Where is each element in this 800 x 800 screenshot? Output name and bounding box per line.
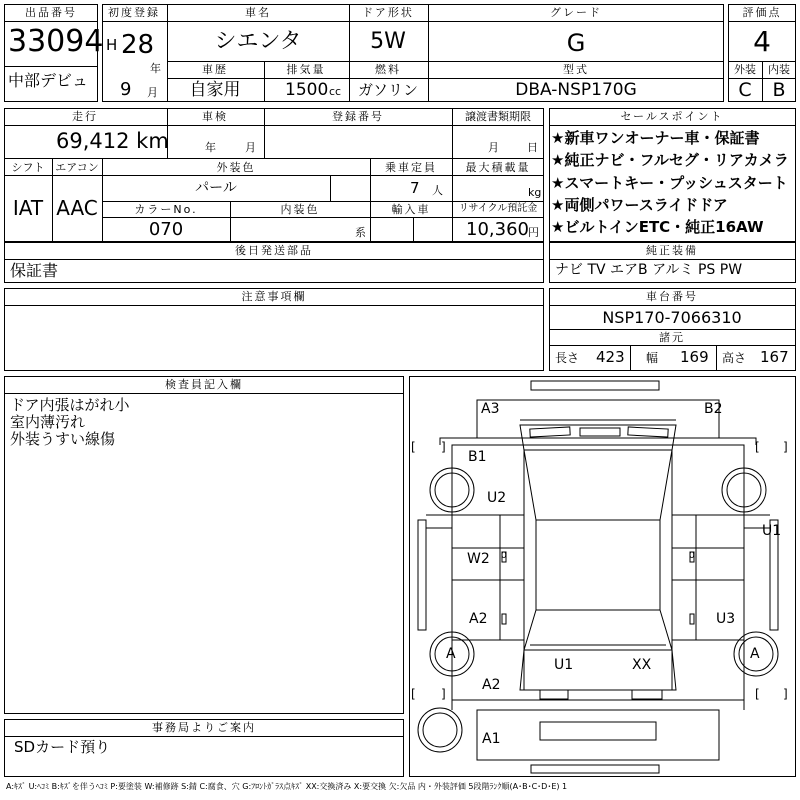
front-lip-outline xyxy=(531,765,659,773)
mileage: 69,412 km xyxy=(56,129,169,153)
car-name-label: 車名 xyxy=(245,6,271,19)
inspector-line-3: 外装うすい線傷 xyxy=(10,430,116,448)
score: 4 xyxy=(753,25,771,58)
mark-b1: B1 xyxy=(468,449,487,465)
recycle-unit: 円 xyxy=(528,226,539,239)
width-label: 幅 xyxy=(646,351,659,365)
ext-color-label: 外装色 xyxy=(216,161,256,174)
mark-w2: W2 xyxy=(467,551,490,567)
grille-outline xyxy=(540,722,656,740)
inspector-line-1: ドア内張はがれ小 xyxy=(10,396,130,414)
notes-label: 注意事項欄 xyxy=(241,290,307,303)
office-label: 事務局よりご案内 xyxy=(152,721,256,734)
capacity: 7 xyxy=(410,179,420,197)
mark-b2: B2 xyxy=(704,401,723,417)
mark-a-left: A xyxy=(446,646,456,662)
color-no-label: カラーNo. xyxy=(134,203,198,216)
mark-a2-left: A2 xyxy=(469,611,488,627)
capacity-unit: 人 xyxy=(432,184,443,197)
venue-name: 中部デビュ xyxy=(8,71,89,90)
selling-points-label: セールスポイント xyxy=(620,110,724,123)
bracket-close-1: ] xyxy=(441,440,446,454)
score-label: 評価点 xyxy=(742,6,782,19)
selling-point-5: ★ビルトインETC・純正16AW xyxy=(551,218,764,236)
later-parts-label: 後日発送部品 xyxy=(235,244,313,257)
height-label: 高さ xyxy=(722,351,747,365)
transfer-day-unit: 日 xyxy=(527,141,538,154)
length-label: 長さ xyxy=(555,351,580,365)
mark-a3: A3 xyxy=(481,401,500,417)
bracket-close-4: ] xyxy=(783,687,788,701)
bracket-open-1: [ xyxy=(411,440,416,454)
rear-bumper-outline xyxy=(477,400,719,438)
width-value: 169 xyxy=(680,348,709,366)
mark-xx: XX xyxy=(632,657,652,673)
history-label: 車歴 xyxy=(202,63,228,76)
displacement-label: 排気量 xyxy=(286,63,326,76)
bracket-close-3: ] xyxy=(441,687,446,701)
recycle-fee: 10,360 xyxy=(466,219,529,240)
aircon: AAC xyxy=(56,196,98,220)
selling-point-2: ★純正ナビ・フルセグ・リアカメラ xyxy=(551,151,789,169)
windshield-outline xyxy=(524,610,672,650)
lot-number-label: 出品番号 xyxy=(25,6,77,19)
mark-u1-side: U1 xyxy=(762,523,782,539)
aircon-label: エアコン xyxy=(55,161,99,174)
reg-no-label: 登録番号 xyxy=(332,110,384,123)
bracket-close-2: ] xyxy=(783,440,788,454)
rear-spoiler-outline xyxy=(531,381,659,390)
mileage-label: 走行 xyxy=(72,110,98,123)
lot-number: 33094 xyxy=(8,24,104,59)
mark-a1: A1 xyxy=(482,731,501,747)
capacity-label: 乗車定員 xyxy=(385,161,437,174)
exterior-grade: C xyxy=(738,79,752,101)
grade-label: グレード xyxy=(550,6,602,19)
roof-rear xyxy=(524,450,672,520)
equipment: ナビ TV エアB アルミ PS PW xyxy=(555,262,743,278)
shift: IAT xyxy=(12,196,44,220)
bracket-open-2: [ xyxy=(755,440,760,454)
import-label: 輸入車 xyxy=(391,203,431,216)
dims-label: 諸元 xyxy=(659,331,685,344)
small-zero-left: 0 xyxy=(501,551,507,561)
exterior-label: 外装 xyxy=(734,63,756,76)
chassis-label: 車台番号 xyxy=(646,290,698,303)
shift-label: シフト xyxy=(11,161,45,174)
roof-panel xyxy=(536,520,660,610)
reg-year: 28 xyxy=(121,30,155,60)
inspection-year-unit: 年 xyxy=(205,141,216,154)
grade: G xyxy=(566,29,586,57)
car-name: シエンタ xyxy=(214,29,302,54)
max-load-label: 最大積載量 xyxy=(465,161,531,174)
mark-a2-bottom: A2 xyxy=(482,677,501,693)
selling-point-1: ★新車ワンオーナー車・保証書 xyxy=(551,129,760,147)
displacement-unit: cc xyxy=(329,85,342,98)
transfer-label: 譲渡書類期限 xyxy=(465,110,531,123)
front-bumper-outline xyxy=(477,710,719,760)
mark-a-right: A xyxy=(750,646,760,662)
mark-u3: U3 xyxy=(716,611,736,627)
door-type: 5W xyxy=(370,29,406,54)
fuel: ガソリン xyxy=(357,81,419,99)
model-code-label: 型式 xyxy=(563,63,589,76)
body-outline xyxy=(452,445,744,700)
transfer-month-unit: 月 xyxy=(488,141,499,154)
inspection-month-unit: 月 xyxy=(245,141,256,154)
history: 自家用 xyxy=(189,80,241,100)
inspector-label: 検査員記入欄 xyxy=(165,378,243,391)
chassis-number: NSP170-7066310 xyxy=(602,308,742,327)
height-value: 167 xyxy=(760,348,789,366)
era: H xyxy=(106,36,118,54)
length-value: 423 xyxy=(596,348,625,366)
bracket-open-3: [ xyxy=(411,687,416,701)
later-parts: 保証書 xyxy=(10,261,59,280)
spare-wheel xyxy=(418,708,462,752)
first-reg-label: 初度登録 xyxy=(108,6,160,19)
model-code: DBA-NSP170G xyxy=(515,80,637,100)
interior-grade: B xyxy=(772,79,786,101)
displacement: 1500 xyxy=(285,80,329,100)
equipment-label: 純正装備 xyxy=(646,244,698,257)
recycle-label: リサイクル預託金 xyxy=(458,203,538,214)
door-label: ドア形状 xyxy=(362,6,414,19)
ext-color: パール xyxy=(195,180,237,196)
year-unit: 年 xyxy=(150,62,161,75)
int-color-label: 内装色 xyxy=(280,203,320,216)
inspector-line-2: 室内薄汚れ xyxy=(10,413,86,431)
color-no: 070 xyxy=(148,219,184,240)
inspection-label: 車検 xyxy=(202,110,228,123)
office-note: SDカード預り xyxy=(14,738,111,756)
load-unit: kg xyxy=(528,186,542,199)
fuel-label: 燃料 xyxy=(375,63,401,76)
small-zero-right: 0 xyxy=(689,551,695,561)
selling-point-4: ★両側パワースライドドア xyxy=(551,196,728,214)
interior-label: 内装 xyxy=(768,63,790,76)
reg-month: 9 xyxy=(120,79,132,100)
mark-u1-front: U1 xyxy=(554,657,574,673)
int-color-unit: 系 xyxy=(355,226,366,239)
bracket-open-4: [ xyxy=(755,687,760,701)
mark-u2: U2 xyxy=(487,490,507,506)
legend: A:ｷｽﾞ U:ﾍｺﾐ B:ｷｽﾞを伴うﾍｺﾐ P:要塗装 W:補修跡 S:錆 C:腐食、穴 G:ﾌﾛﾝﾄｶﾞﾗｽ点ｷｽﾞ XX:交換済み X:要交換 欠:欠品 内・外装評価 5段階ﾗﾝｸ順(A･B･C･D･E) 1 xyxy=(6,782,568,791)
month-unit: 月 xyxy=(147,86,158,99)
selling-point-3: ★スマートキー・プッシュスタート xyxy=(551,174,788,192)
hood-outline xyxy=(520,650,676,690)
